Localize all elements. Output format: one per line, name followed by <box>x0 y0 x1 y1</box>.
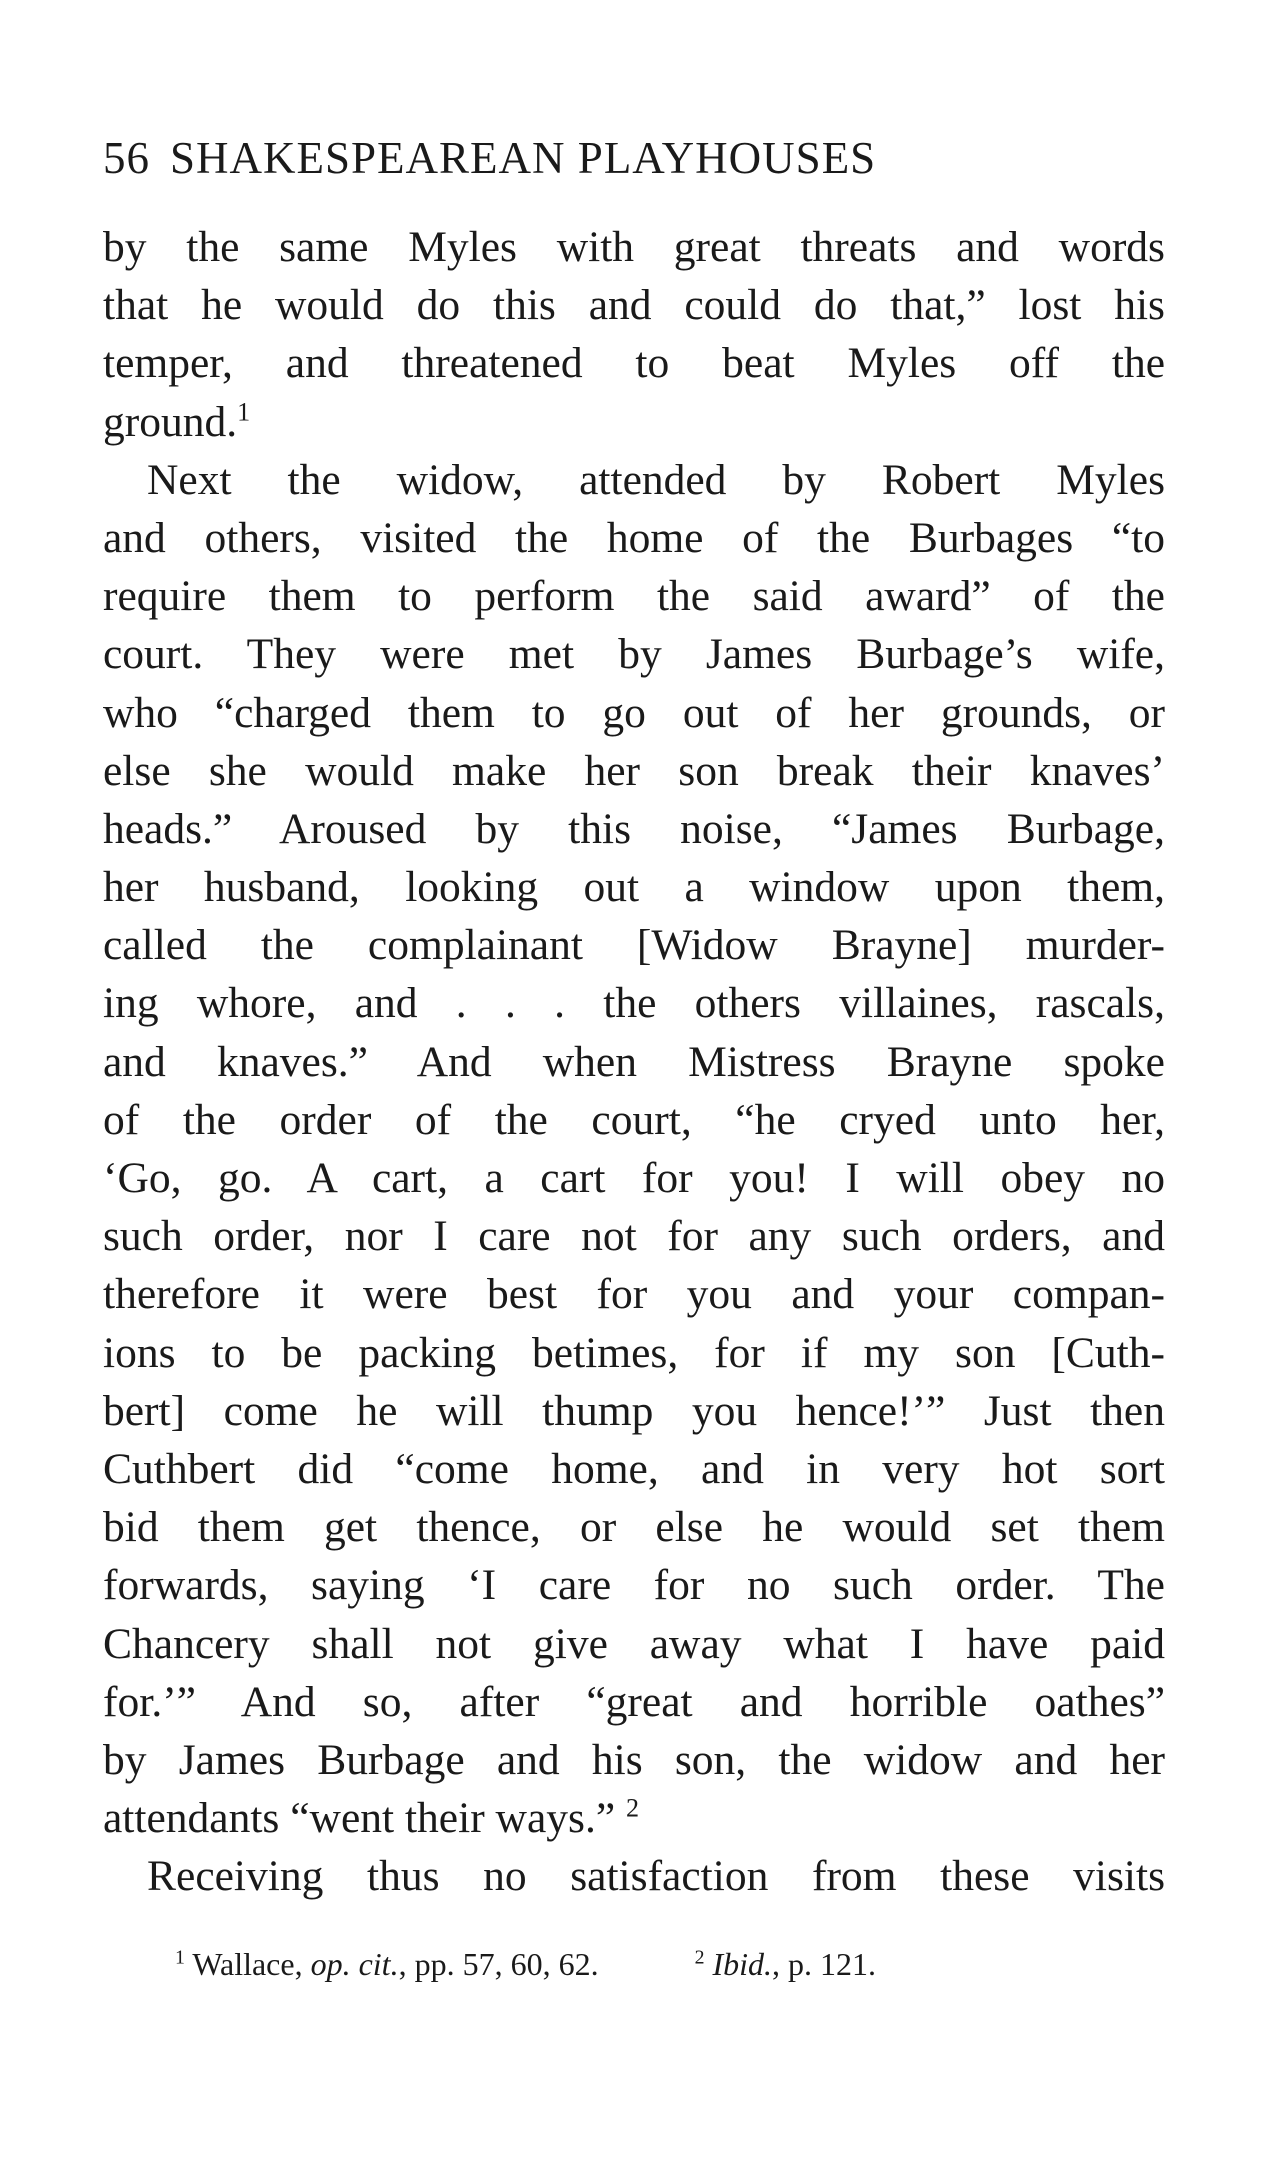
text-line: such order, nor I care not for any such orders, and <box>103 1212 1165 1261</box>
text-line: temper, and threatened to beat Myles off the <box>103 339 1165 388</box>
footnote-mark: 2 <box>694 1946 705 1969</box>
text-line: and knaves.” And when Mistress Brayne spoke <box>103 1037 1165 1086</box>
text-line: require them to perform the said award” of the <box>103 572 1165 621</box>
text-line: of the order of the court, “he cryed unto her, <box>103 1095 1165 1144</box>
running-title: SHAKESPEAREAN PLAYHOUSES <box>170 133 877 183</box>
text-line: Cuthbert did “come home, and in very hot sort <box>103 1444 1165 1493</box>
footnote-mark: 1 <box>175 1946 185 1969</box>
text-line: by James Burbage and his son, the widow and her <box>103 1735 1165 1784</box>
text-line: bid them get thence, or else he would set them <box>103 1503 1165 1552</box>
text-line: else she would make her son break their knaves’ <box>103 746 1165 795</box>
text-line: court. They were met by James Burbage’s wife, <box>103 630 1165 679</box>
running-header <box>103 128 1163 188</box>
footnote-ref-2: 2 <box>626 1793 640 1823</box>
text-line: ‘Go, go. A cart, a cart for you! I will obey no <box>103 1154 1165 1202</box>
text-line: therefore it were best for you and your compan- <box>103 1270 1165 1319</box>
text-line: who “charged them to go out of her grounds, or <box>103 688 1165 737</box>
text-line: Next the widow, attended by Robert Myles <box>147 455 1165 504</box>
text-line: bert] come he will thump you hence!’” Just then <box>103 1386 1165 1435</box>
text-line: for.’” And so, after “great and horrible oathes” <box>103 1677 1165 1726</box>
footnote-1: $^1$ Wallace, op. cit., pp. 57, 60, 62. <box>175 1946 599 1982</box>
text-line: ground.$^1$ <box>103 397 251 446</box>
text-line: heads.” Aroused by this noise, “James Burbage, <box>103 804 1165 853</box>
text-line: forwards, saying ‘I care for no such order. The <box>103 1561 1165 1610</box>
footnote-ref-1: 1 <box>237 397 251 427</box>
footnote-2: $^2$ Ibid., p. 121. <box>694 1946 877 1982</box>
page-number: 56 <box>103 133 150 183</box>
footnote-citation: Ibid. <box>712 1946 773 1982</box>
footnote-citation: op. cit. <box>310 1946 399 1982</box>
body-text <box>103 218 1165 1905</box>
text-line: that he would do this and could do that,” lost his <box>103 281 1165 330</box>
text-line: attendants “went their ways.” $^2$ <box>103 1793 640 1843</box>
text-line: Receiving thus no satisfaction from these visits <box>147 1852 1165 1901</box>
footnotes <box>175 1942 1135 1986</box>
text-line: Chancery shall not give away what I have paid <box>103 1619 1165 1668</box>
text-line: called the complainant [Widow Brayne] murder- <box>103 921 1165 970</box>
text-line: and others, visited the home of the Burbages “to <box>103 513 1165 562</box>
text-line: by the same Myles with great threats and words <box>103 223 1165 271</box>
text-line: ing whore, and . . . the others villaines, rascals, <box>103 979 1165 1028</box>
text-line: ions to be packing betimes, for if my son [Cuth- <box>103 1328 1165 1377</box>
text-line: her husband, looking out a window upon them, <box>103 863 1165 912</box>
